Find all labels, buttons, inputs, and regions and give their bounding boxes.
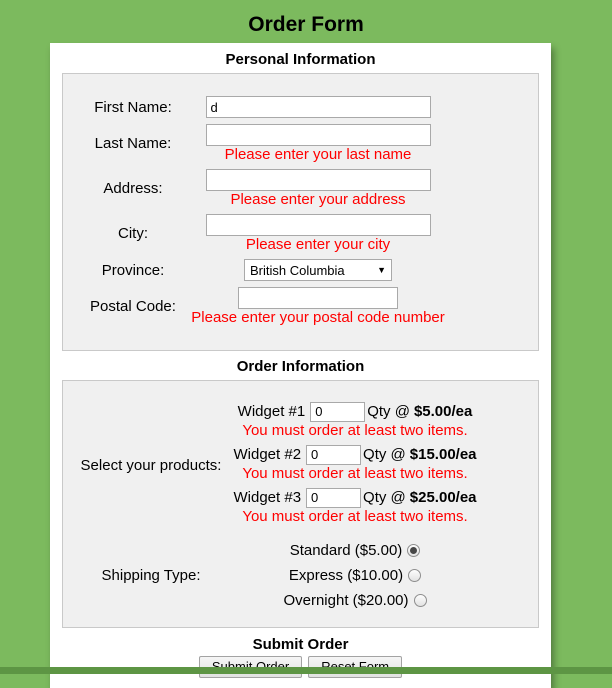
widget-1-name: Widget #1 [237,403,306,420]
shipping-option-overnight[interactable] [283,588,426,613]
postal-code-error: Please enter your postal code number [191,309,445,326]
widget-2-price: $15.00/ea [409,446,477,463]
widget-3-qty-label: Qty @ [363,489,406,506]
last-name-row [63,124,538,163]
widget-2-error: You must order at least two items. [242,465,468,482]
city-input[interactable] [206,214,431,236]
address-label: Address: [103,180,163,197]
city-label: City: [118,225,148,242]
submit-order-heading: Submit Order [252,636,349,653]
page-title: Order Form [248,13,364,36]
province-selected-value: British Columbia [250,262,345,278]
shipping-option-standard[interactable] [290,538,421,563]
widget-1-group [238,401,473,439]
products-row [63,401,538,530]
city-error: Please enter your city [245,236,391,253]
shipping-option-express[interactable] [289,563,421,588]
last-name-error: Please enter your last name [224,146,412,163]
address-error: Please enter your address [230,191,406,208]
order-info-panel [62,380,539,628]
city-row [63,214,538,253]
first-name-label: First Name: [94,98,172,116]
widget-1-qty-label: Qty @ [367,403,410,420]
shipping-overnight-label: Overnight ($20.00) [283,592,409,609]
widget-1-error: You must order at least two items. [242,422,468,439]
province-label: Province: [101,261,165,279]
widget-3-name: Widget #3 [233,489,302,506]
widget-3-group [234,487,477,525]
widget-2-qty-label: Qty @ [363,446,406,463]
widget-2-name: Widget #2 [233,446,302,463]
widget-3-qty-input[interactable] [306,488,361,508]
first-name-row [63,96,538,118]
province-select[interactable] [244,259,392,281]
order-form-container [50,43,551,688]
radio-standard[interactable] [407,544,420,557]
postal-code-row [63,287,538,326]
postal-code-input[interactable] [238,287,398,309]
address-input[interactable] [206,169,431,191]
widget-3-price: $25.00/ea [409,489,477,506]
province-row [63,259,538,281]
personal-info-panel [62,73,539,351]
personal-info-heading: Personal Information [225,51,376,68]
widget-2-qty-input[interactable] [306,445,361,465]
shipping-row [63,538,538,613]
widget-3-error: You must order at least two items. [242,508,468,525]
last-name-label: Last Name: [94,135,172,152]
first-name-input[interactable] [206,96,431,118]
shipping-type-label: Shipping Type: [101,567,201,584]
postal-code-label: Postal Code: [90,298,176,315]
widget-1-price: $5.00/ea [413,403,473,420]
chevron-down-icon: ▼ [377,265,386,275]
widget-2-group [234,444,477,482]
shipping-standard-label: Standard ($5.00) [289,542,403,559]
products-label: Select your products: [80,457,222,474]
last-name-input[interactable] [206,124,431,146]
shipping-express-label: Express ($10.00) [288,567,404,584]
radio-express[interactable] [408,569,421,582]
bottom-edge-strip [0,667,612,674]
radio-overnight[interactable] [414,594,427,607]
order-info-heading: Order Information [236,358,365,375]
address-row [63,169,538,208]
widget-1-qty-input[interactable] [310,402,365,422]
